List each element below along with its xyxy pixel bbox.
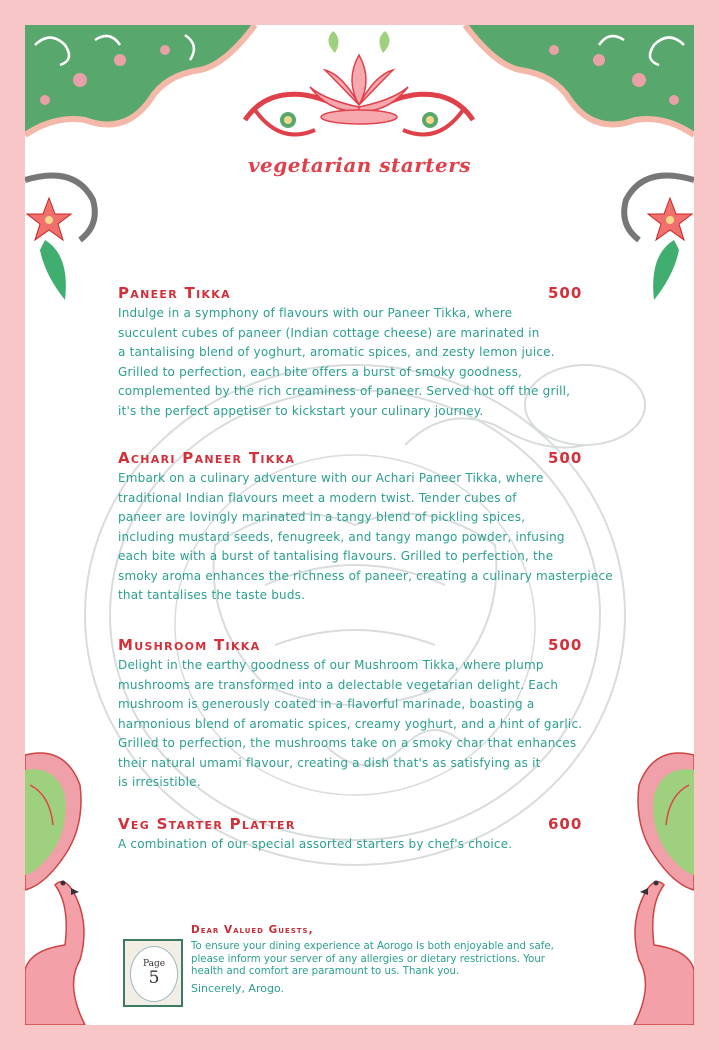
- peacock-icon: [25, 753, 85, 1025]
- page-number: 5: [148, 968, 160, 988]
- allergy-notice: [191, 924, 631, 995]
- notice-signature: Sincerely, Arogo.: [191, 981, 284, 995]
- page-title: vegetarian starters: [247, 153, 472, 177]
- menu-item-header: [118, 284, 618, 306]
- menu-page: [25, 25, 694, 1025]
- menu-item-price: 500: [548, 449, 583, 467]
- menu-item-price: 600: [548, 815, 583, 833]
- menu-item-description: Embark on a culinary adventure with our Achari Paneer Tikka, where traditional Indian flavours meet a modern twist. Tender cubes of paneer are lovingly marinated in a tangy blend of pickling spices, including mustard seeds, fenugreek, and tangy mango powder, infusing each bite with a burst of tantalising flavours. Grilled to perfection, the smoky aroma enhances the richness of paneer, creating a culinary masterpiece that tantalises the taste buds.: [118, 471, 613, 602]
- menu-item-header: [118, 815, 618, 837]
- peacock-icon: [634, 753, 694, 1025]
- notice-title: Dear Valued Guests,: [191, 924, 314, 936]
- menu-item-header: [118, 636, 618, 658]
- corner-ornament-top-left: [25, 25, 255, 135]
- notice-body: To ensure your dining experience at Aorogo is both enjoyable and safe, please inform your server of any allergies or dietary restrictions. Your health and comfort are paramount to us. Thank you.: [191, 941, 554, 977]
- page-label: Page: [142, 959, 166, 969]
- menu-item-description: A combination of our special assorted starters by chef's choice.: [118, 837, 513, 851]
- menu-item-description: Delight in the earthy goodness of our Mushroom Tikka, where plump mushrooms are transformed into a delectable vegetarian delight. Each mushroom is generously coated in a flavorful marinade, boasting a harmonious blend of aromatic spices, creamy yoghurt, and a hint of garlic. Grilled to perfection, the mushrooms take on a smoky char that enhances their natural umami flavour, creating a dish that's as satisfying as it is irresistible.: [118, 658, 583, 789]
- menu-item-price: 500: [548, 284, 583, 302]
- menu-item-price: 500: [548, 636, 583, 654]
- menu-item-name: Paneer Tikka: [118, 284, 231, 302]
- menu-item-name: Veg Starter Platter: [118, 815, 296, 833]
- flower-icon: [624, 176, 694, 301]
- corner-ornament-top-right: [465, 25, 694, 135]
- menu-item-description: Indulge in a symphony of flavours with our Paneer Tikka, where succulent cubes of paneer (Indian cottage cheese) are marinated in a tantalising blend of yoghurt, aromatic spices, and zesty lemon juice. Grilled to perfection, each bite offers a burst of smoky goodness, complemented by the rich creaminess of paneer. Served hot off the grill, it's the perfect appetiser to kickstart your culinary journey.: [118, 306, 571, 418]
- menu-item: [118, 284, 618, 421]
- menu-item-name: Achari Paneer Tikka: [118, 449, 296, 467]
- menu-item-header: [118, 449, 618, 471]
- page-number-medallion: [130, 946, 178, 1002]
- page-number-badge: [123, 939, 183, 1007]
- menu-item: [118, 449, 618, 606]
- menu-item: [118, 636, 618, 793]
- lotus-icon: [245, 31, 473, 135]
- menu-item: [118, 815, 618, 855]
- menu-item-name: Mushroom Tikka: [118, 636, 261, 654]
- flower-icon: [25, 176, 95, 301]
